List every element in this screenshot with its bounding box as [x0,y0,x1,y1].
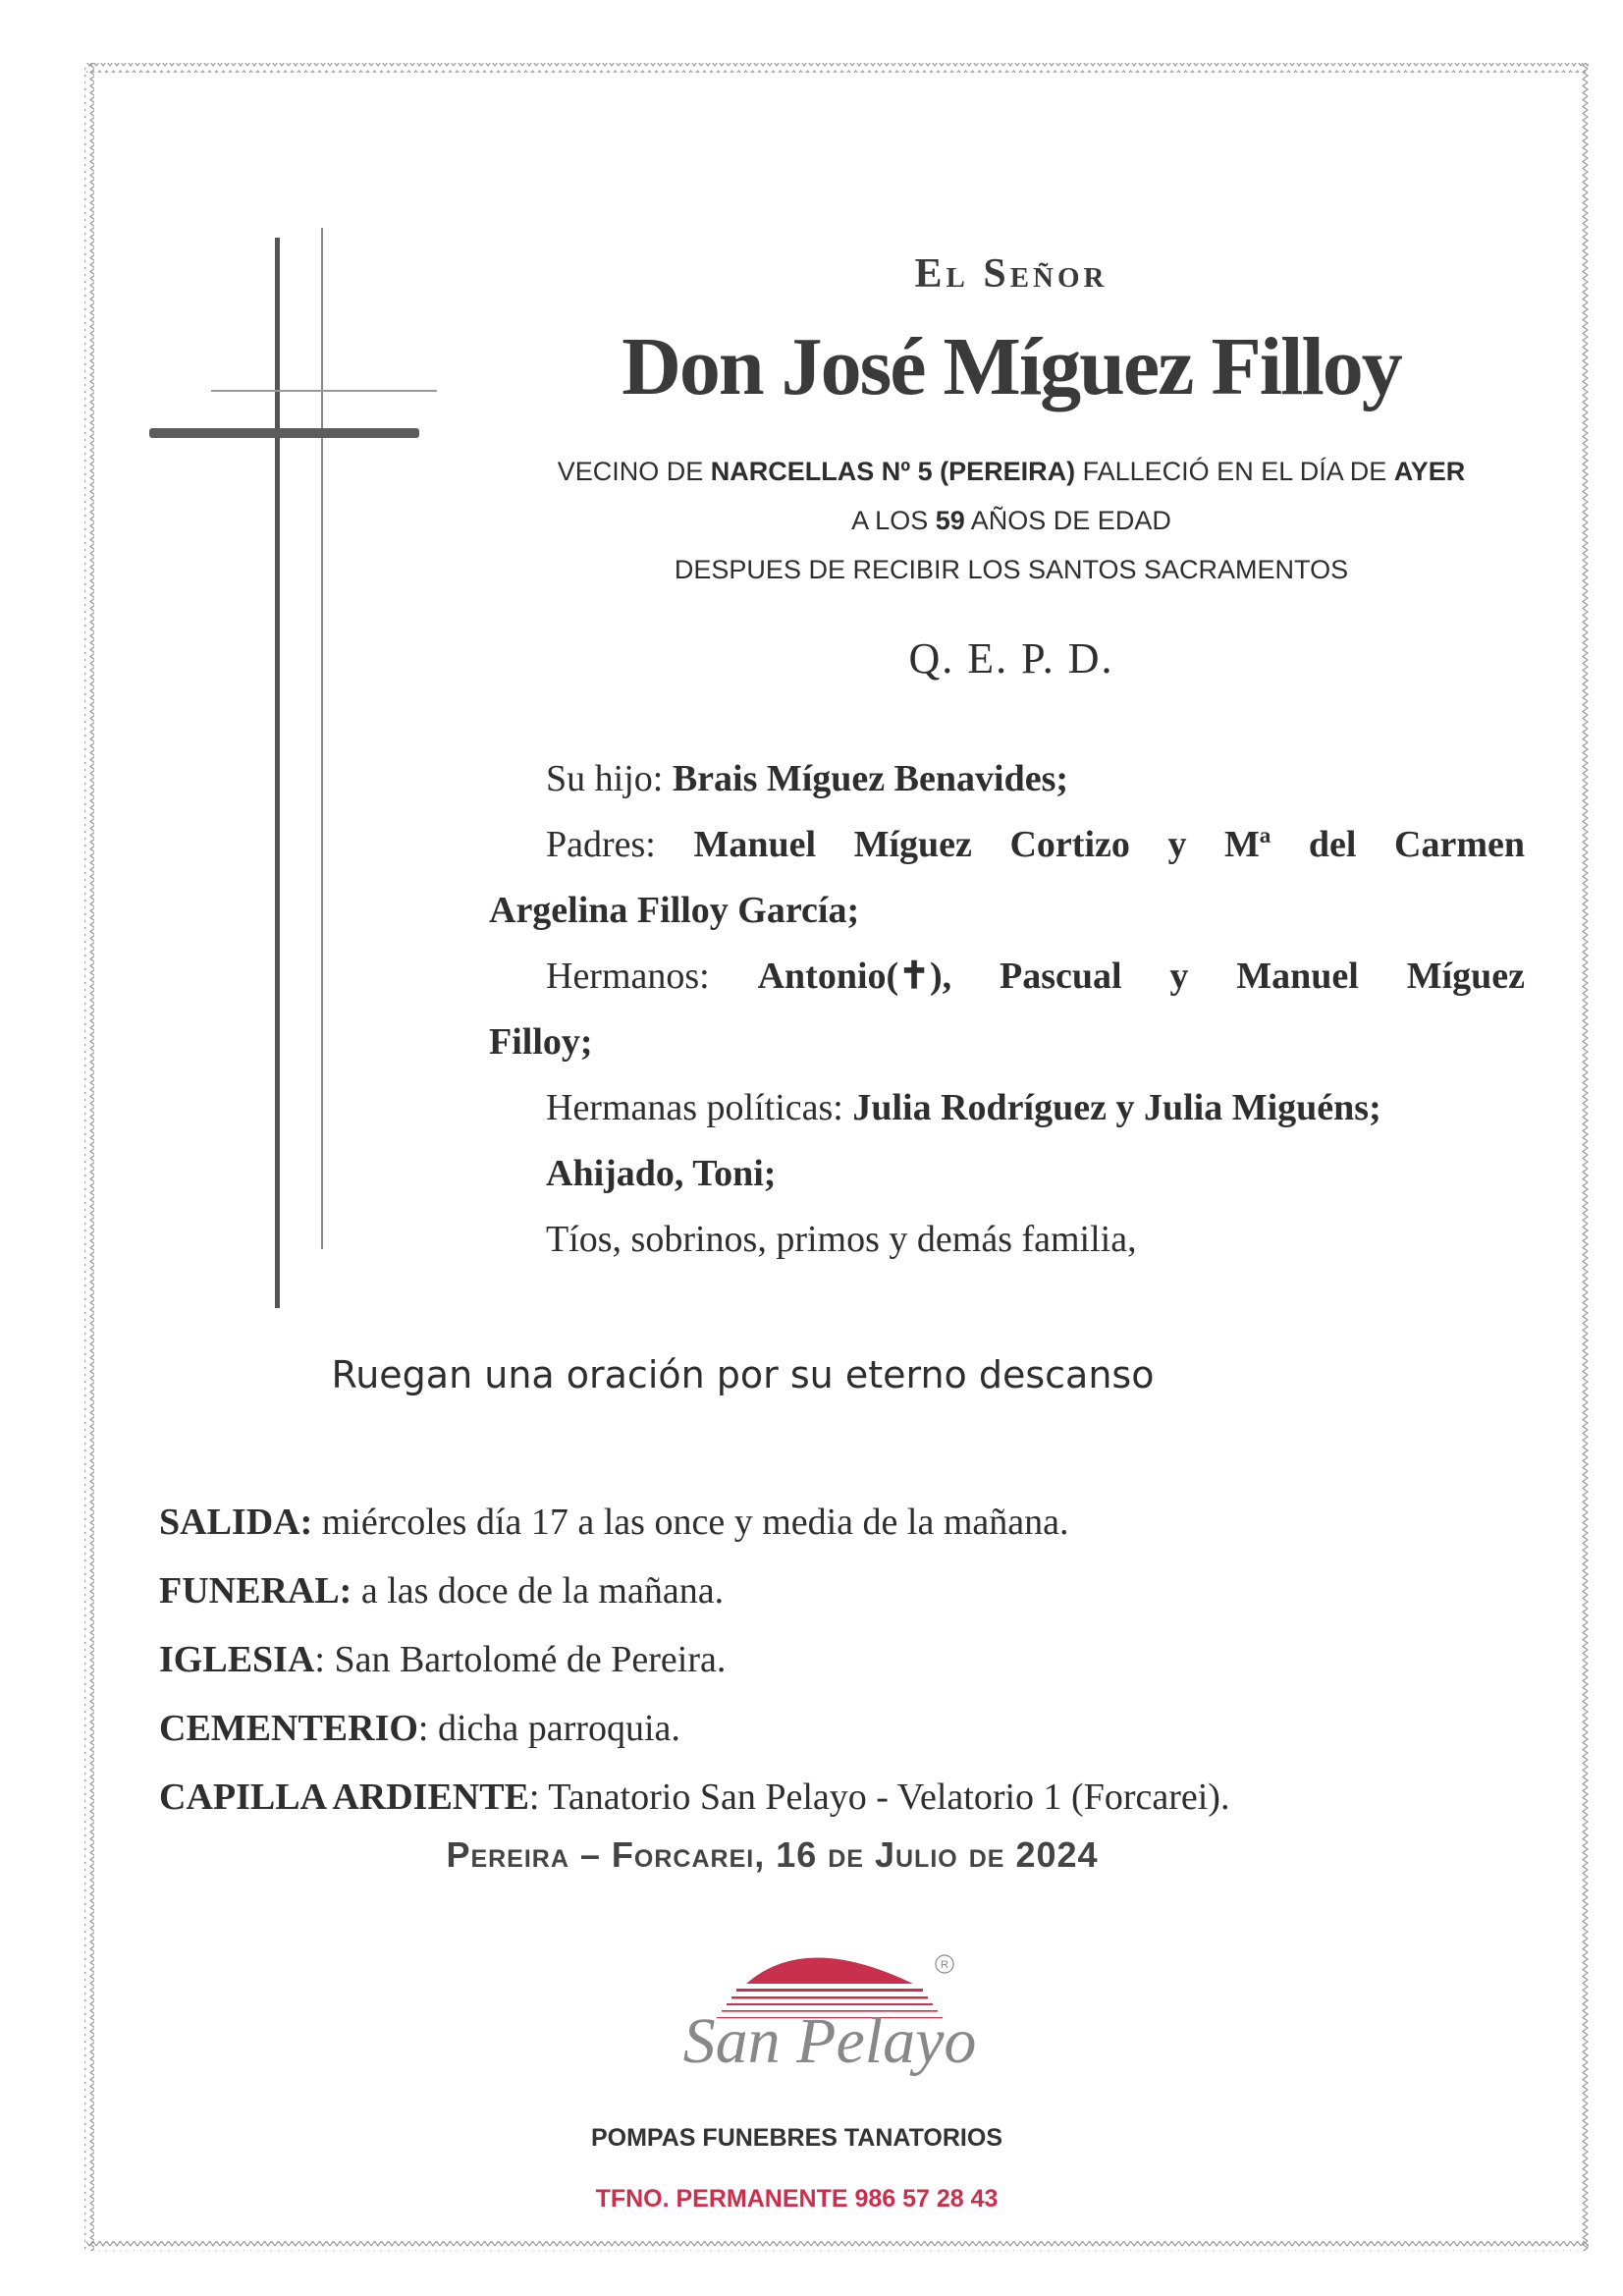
family-list [489,746,1525,1273]
family-ahijado: Ahijado, Toni; [546,1153,777,1194]
family-politicas: Hermanas políticas: Julia Rodríguez y Julia Miguéns; [546,1087,1381,1128]
family-padres-cont: Argelina Filloy García; [489,890,860,931]
title-el-senor: El Señor [914,251,1109,297]
phone-number: TFNO. PERMANENTE 986 57 28 43 [595,2185,999,2213]
cross-icon [137,216,452,1316]
family-hermanos: Hermanos: Antonio(✝), Pascual y Manuel Míguez [546,956,1525,997]
family-hijo: Su hijo: Brais Míguez Benavides; [546,758,1069,799]
residence-info [432,447,1591,594]
dateline: Pereira – Forcarei, 16 de Julio de 2024 [446,1834,1099,1875]
family-hermanos-cont: Filloy; [489,1021,593,1063]
info-line-2: A LOS 59 AÑOS DE EDAD [851,506,1171,535]
info-line-3: DESPUES DE RECIBIR LOS SANTOS SACRAMENTOS [674,555,1349,584]
detail-iglesia: IGLESIA: San Bartolomé de Pereira. [159,1639,727,1680]
ceremony-details [159,1488,1534,1831]
detail-cementerio: CEMENTERIO: dicha parroquia. [159,1708,680,1749]
registered-mark-text: R [941,1959,948,1971]
detail-funeral: FUNERAL: a las doce de la mañana. [159,1570,725,1612]
prayer-request: Ruegan una oración por su eterno descanso [331,1353,1155,1396]
logo-text: San Pelayo [682,2005,977,2077]
detail-capilla: CAPILLA ARDIENTE: Tanatorio San Pelayo - Velatorio 1 (Forcarei). [159,1777,1230,1818]
detail-salida: SALIDA: miércoles día 17 a las once y media de la mañana. [159,1502,1069,1543]
family-padres: Padres: Manuel Míguez Cortizo y Mª del Carmen [546,824,1526,865]
info-line-1: VECINO DE NARCELLAS Nº 5 (PEREIRA) FALLECIÓ EN EL DÍA DE AYER [557,457,1466,486]
family-tios: Tíos, sobrinos, primos y demás familia, [546,1219,1137,1260]
qepd: Q. E. P. D. [908,634,1114,683]
san-pelayo-logo [677,1940,992,2106]
deceased-name: Don José Míguez Filloy [622,321,1401,412]
company-name: POMPAS FUNEBRES TANATORIOS [590,2124,1002,2152]
